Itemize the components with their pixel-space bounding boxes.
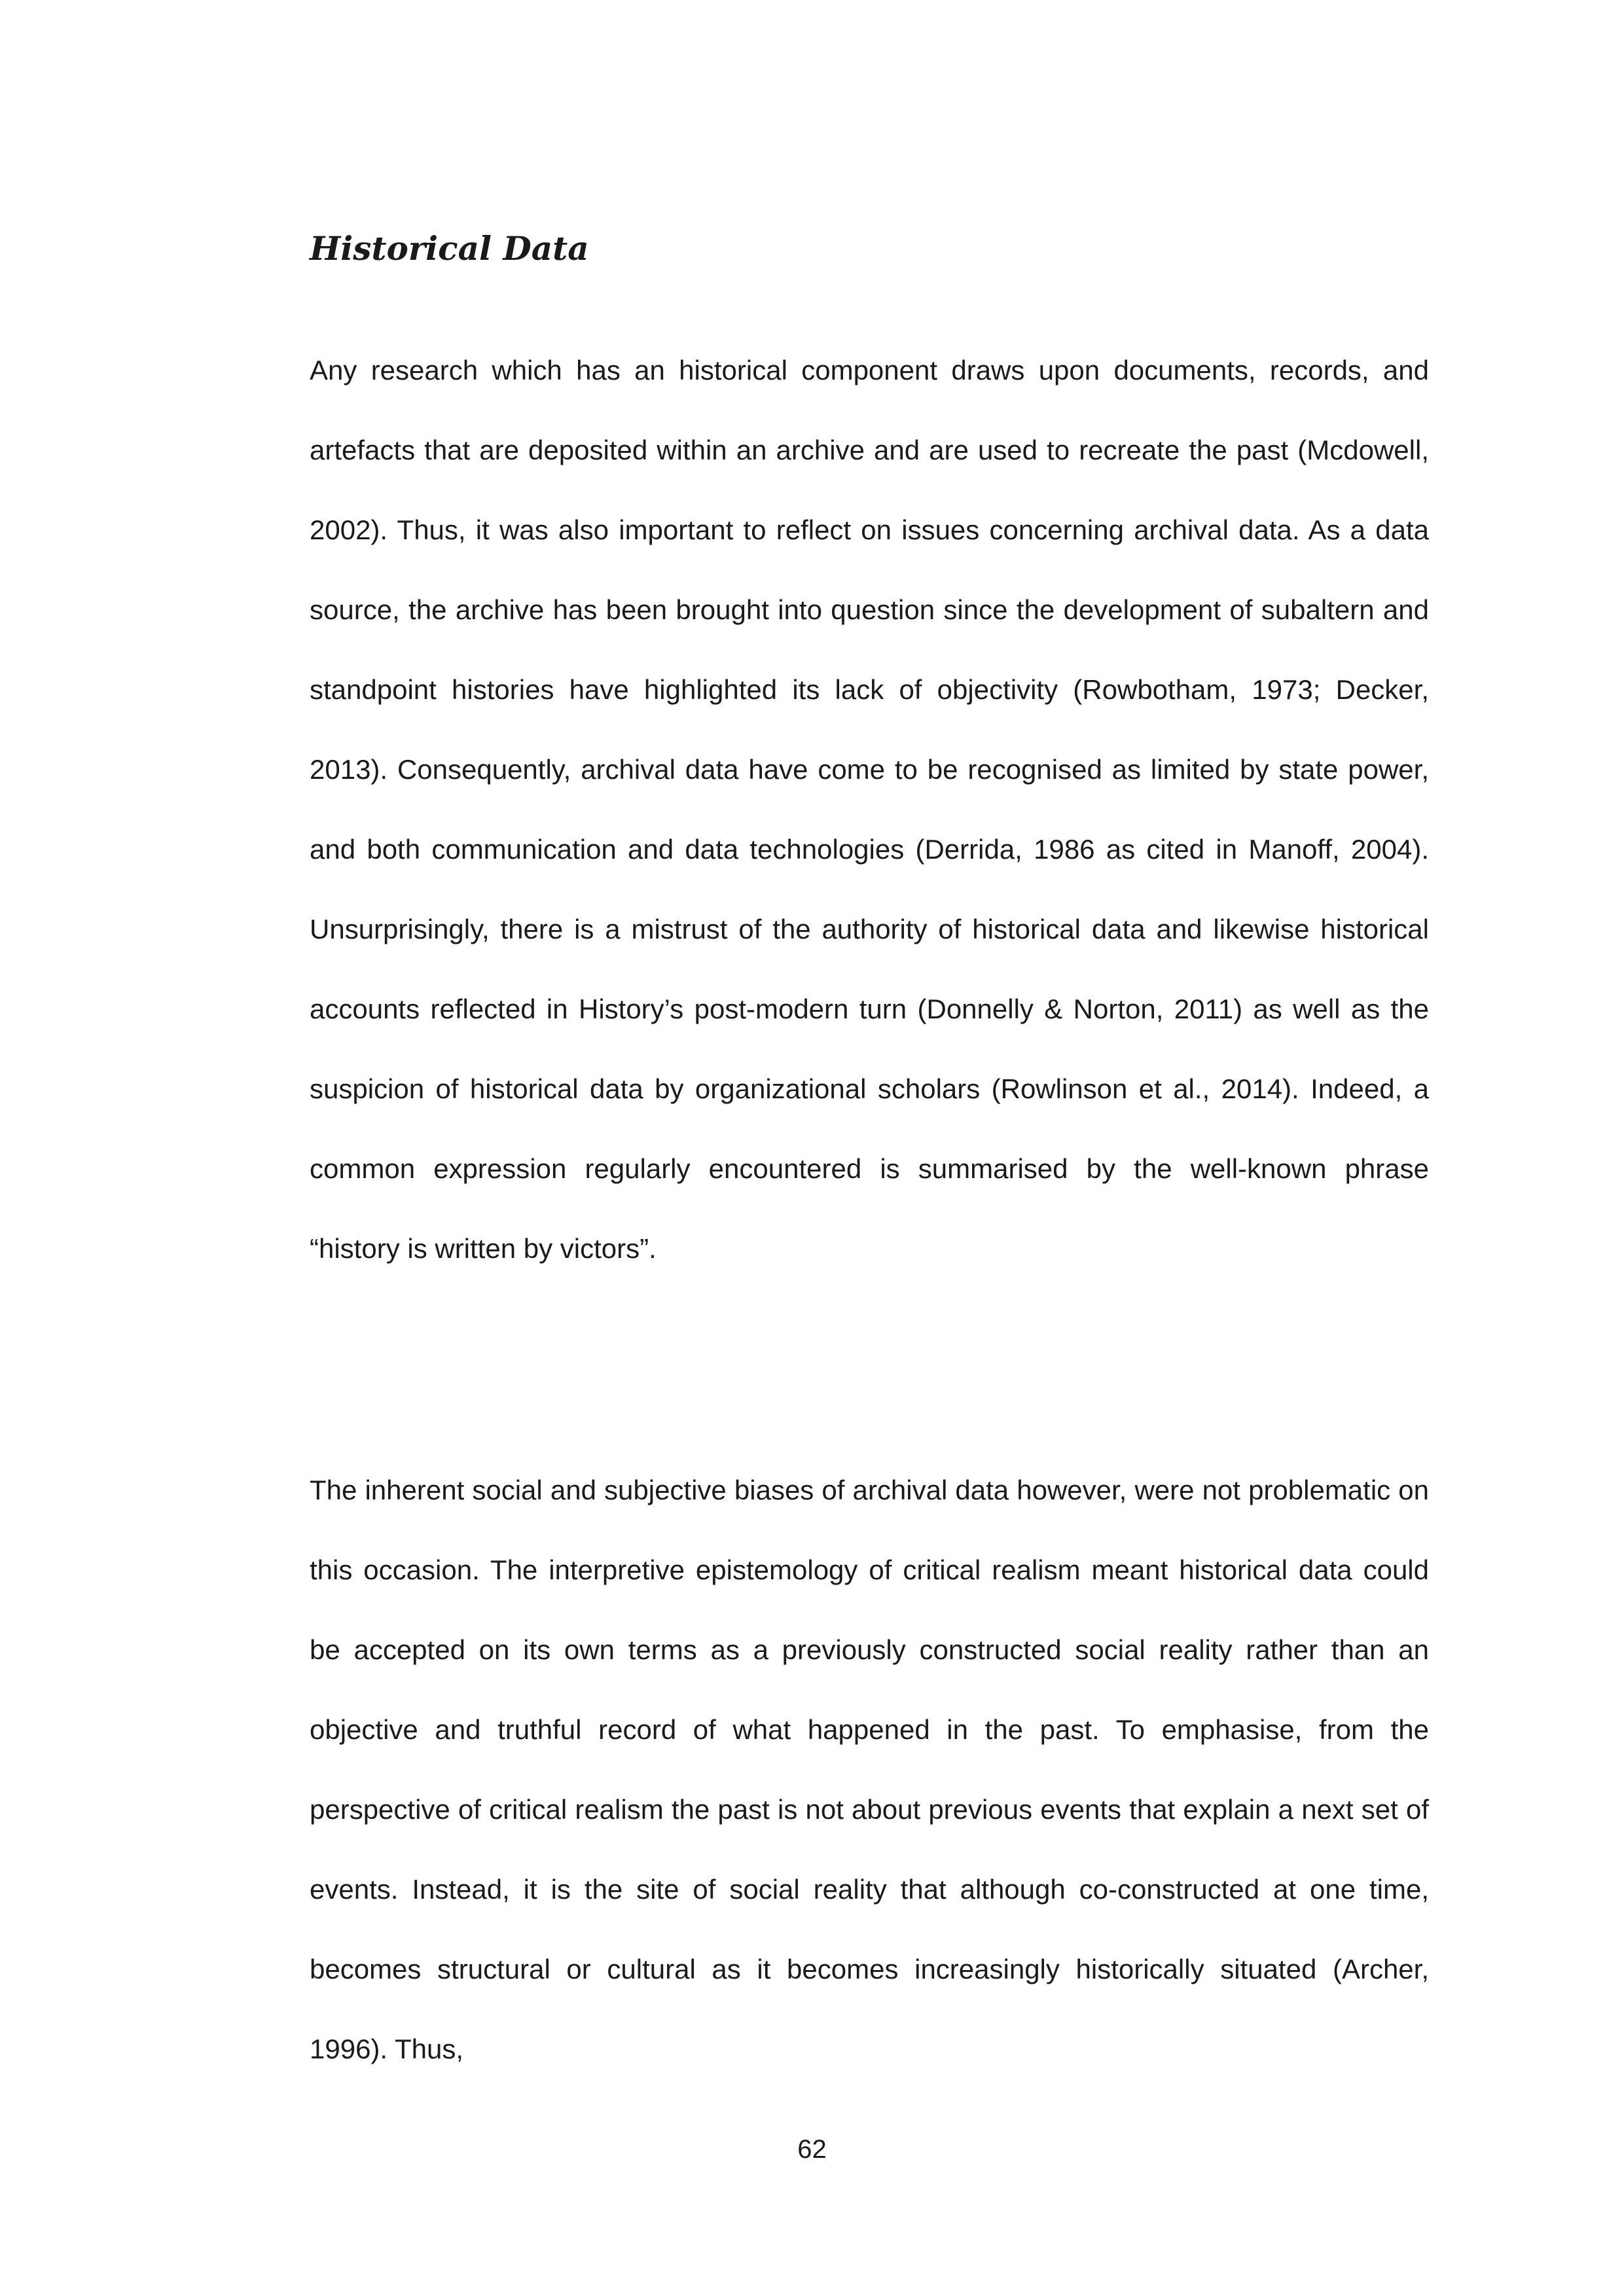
paragraph-social-biases: The inherent social and subjective biases of archival data however, were not problematic on this occasion. The interpretive epistemology of critical realism meant historical data could be accepted on its own terms as a previously constructed social reality rather than an objective and truthful record of what happened in the past. To emphasise, from the perspective of critical realism the past is not about previous events that explain a next set of events. Instead, it is the site of social reality that although co-constructed at one time, becomes structural or cultural as it becomes increasingly historically situated (Archer, 1996). Thus, — [310, 1475, 1429, 2064]
section-heading: Historical Data — [310, 229, 589, 268]
paragraph-historical-component: Any research which has an historical component draws upon documents, records, and artefacts that are deposited within an archive and are used to recreate the past (Mcdowell, 2002). Thus, it was also important to reflect on issues concerning archival data. As a data source, the archive has been brought into question since the development of subaltern and standpoint histories have highlighted its lack of objectivity (Rowbotham, 1973; Decker, 2013). Consequently, archival data have come to be recognised as limited by state power, and both communication and data technologies (Derrida, 1986 as cited in Manoff, 2004). Unsurprisingly, there is a mistrust of the authority of historical data and likewise historical accounts reflected in History’s post-modern turn (Donnelly & Norton, 2011) as well as the suspicion of historical data by organizational scholars (Rowlinson et al., 2014). Indeed, a common expression regularly encountered is summarised by the well-known phrase “history is written by victors”. — [310, 355, 1429, 1264]
page-number: 62 — [797, 2135, 827, 2164]
